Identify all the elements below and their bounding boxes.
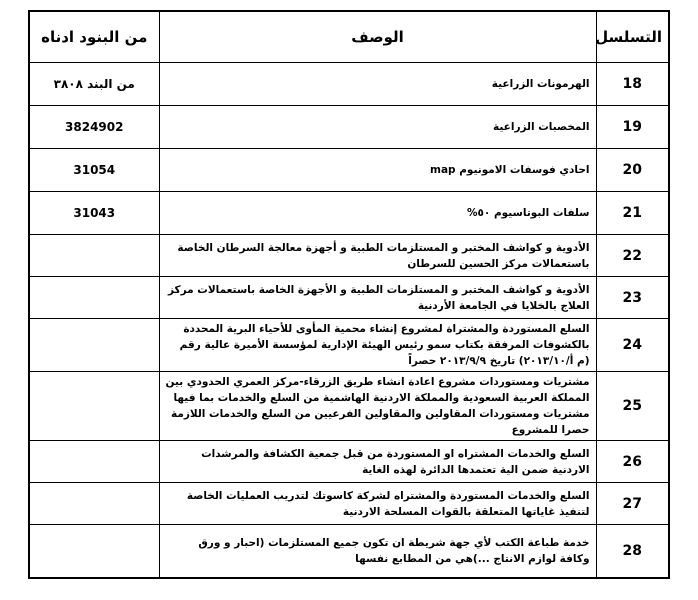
row-seq: 22 bbox=[596, 235, 669, 277]
table-row bbox=[29, 192, 669, 235]
row-description: سلفات البوتاسيوم ٥٠% bbox=[159, 192, 596, 235]
table-row bbox=[29, 483, 669, 525]
row-description: المخصبات الزراعية bbox=[159, 106, 596, 149]
table-row bbox=[29, 277, 669, 319]
row-items bbox=[29, 483, 159, 525]
row-items bbox=[29, 525, 159, 579]
row-items bbox=[29, 277, 159, 319]
row-seq: 19 bbox=[596, 106, 669, 149]
row-seq: 27 bbox=[596, 483, 669, 525]
table-row bbox=[29, 235, 669, 277]
row-items: 3824902 bbox=[29, 106, 159, 149]
row-items: من البند ٣٨٠٨ bbox=[29, 63, 159, 106]
row-items bbox=[29, 372, 159, 441]
row-seq: 18 bbox=[596, 63, 669, 106]
row-seq: 23 bbox=[596, 277, 669, 319]
table-row bbox=[29, 106, 669, 149]
row-seq: 21 bbox=[596, 192, 669, 235]
table-row bbox=[29, 372, 669, 441]
row-seq: 25 bbox=[596, 372, 669, 441]
row-description: الأدوية و كواشف المختبر و المستلزمات الطبية و أجهزة معالجة السرطان الخاصة باستعمالات مركز الحسين للسرطان bbox=[159, 235, 596, 277]
header-seq: التسلسل bbox=[596, 11, 669, 63]
items-table bbox=[28, 10, 670, 579]
row-items bbox=[29, 441, 159, 483]
table-row bbox=[29, 63, 669, 106]
row-seq: 24 bbox=[596, 319, 669, 372]
row-description: السلع والخدمات المشتراه او المستوردة من قبل جمعية الكشافة والمرشدات الاردنية ضمن الية تعتمدها الدائرة لهذه الغاية bbox=[159, 441, 596, 483]
row-items: 31043 bbox=[29, 192, 159, 235]
header-items: من البنود ادناه bbox=[29, 11, 159, 63]
row-seq: 28 bbox=[596, 525, 669, 579]
document-page bbox=[28, 10, 668, 578]
row-items bbox=[29, 235, 159, 277]
row-description: خدمة طباعة الكتب لأي جهة شريطة ان تكون جميع المستلزمات (احبار و ورق وكافة لوازم الانتاج ...)هي من المطابع نفسها bbox=[159, 525, 596, 579]
table-row bbox=[29, 149, 669, 192]
header-description: الوصف bbox=[159, 11, 596, 63]
row-description: السلع المستوردة والمشتراة لمشروع إنشاء محمية المأوى للأحياء البرية المحددة بالكشوفات المرفقة بكتاب سمو رئيس الهيئة الإدارية لمؤسسة الأميرة عالية رقم (م أ/٢٠١٣/١٠) تاريخ ٢٠١٣/٩/٩ حصراً bbox=[159, 319, 596, 372]
row-description: احادي فوسفات الامونيوم map bbox=[159, 149, 596, 192]
row-items: 31054 bbox=[29, 149, 159, 192]
row-description: الهرمونات الزراعية bbox=[159, 63, 596, 106]
table-row bbox=[29, 441, 669, 483]
row-seq: 26 bbox=[596, 441, 669, 483]
table-header-row bbox=[29, 11, 669, 63]
row-description: السلع والخدمات المستوردة والمشتراه لشركة كاسوتك لتدريب العمليات الخاصة لتنفيذ غاياتها المتعلقة بالقوات المسلحة الاردنية bbox=[159, 483, 596, 525]
table-row bbox=[29, 525, 669, 579]
row-seq: 20 bbox=[596, 149, 669, 192]
row-description: مشتريات ومستوردات مشروع اعادة انشاء طريق الزرقاء-مركز العمري الحدودي بين المملكة العربية السعودية والمملكة الاردنية الهاشمية من السلع والخدمات بما فيها مشتريات ومستوردات المقاولين والمقاولين الفرعيين من السلع والخدمات اللازمة حصرا للمشروع bbox=[159, 372, 596, 441]
row-description: الأدوية و كواشف المختبر و المستلزمات الطبية و الأجهزة الخاصة باستعمالات مركز العلاج بالخلايا في الجامعة الأردنية bbox=[159, 277, 596, 319]
table-row bbox=[29, 319, 669, 372]
row-items bbox=[29, 319, 159, 372]
